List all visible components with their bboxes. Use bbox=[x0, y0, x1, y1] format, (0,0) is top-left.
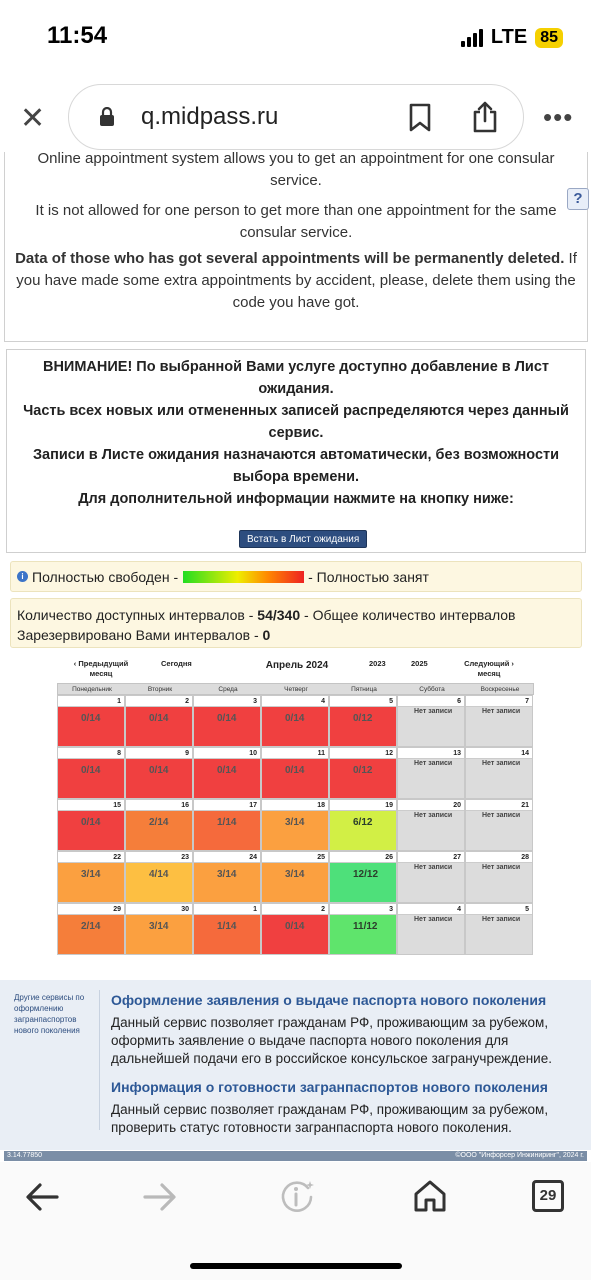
intro-warning: Data of those who has got several appointments will be permanently deleted. bbox=[15, 250, 565, 267]
calendar-day[interactable] bbox=[261, 903, 329, 955]
intro-line-3 bbox=[5, 248, 587, 314]
day-availability: 3/14 bbox=[81, 869, 101, 880]
day-availability: 0/14 bbox=[217, 765, 237, 776]
share-icon[interactable] bbox=[471, 101, 499, 133]
calendar-day[interactable] bbox=[261, 851, 329, 903]
no-records-label: Нет записи bbox=[414, 760, 453, 767]
prev-month-link[interactable]: ‹ Предыдущий месяц bbox=[73, 659, 129, 678]
day-number: 27 bbox=[398, 852, 464, 863]
legend-free-label: Полностью свободен - bbox=[32, 568, 179, 585]
copyright-text: ©ООО "Инфорсер Инжиниринг", 2024 г. bbox=[455, 1152, 584, 1159]
day-availability: 0/14 bbox=[285, 921, 305, 932]
no-records-label: Нет записи bbox=[482, 708, 521, 715]
calendar bbox=[57, 655, 534, 955]
day-availability: 3/14 bbox=[217, 869, 237, 880]
legend bbox=[10, 561, 582, 592]
day-number: 12 bbox=[330, 748, 396, 759]
address-bar[interactable] bbox=[68, 84, 524, 150]
day-number: 8 bbox=[58, 748, 124, 759]
weekday-label: Четверг bbox=[284, 686, 308, 693]
available-line bbox=[17, 605, 575, 625]
day-availability: 1/14 bbox=[217, 921, 237, 932]
weekday-label: Суббота bbox=[419, 686, 445, 693]
divider bbox=[99, 990, 100, 1130]
calendar-day[interactable] bbox=[193, 747, 261, 799]
forward-arrow-icon[interactable] bbox=[142, 1182, 178, 1212]
calendar-day bbox=[465, 747, 533, 799]
calendar-day[interactable] bbox=[329, 747, 397, 799]
day-number: 3 bbox=[194, 696, 260, 707]
next-year-link[interactable]: 2025 bbox=[411, 659, 428, 668]
day-availability: 0/14 bbox=[149, 765, 169, 776]
calendar-day[interactable] bbox=[125, 903, 193, 955]
waitlist-notice-2: Часть всех новых или отмененных записей распределяются через данный сервис. bbox=[23, 403, 569, 441]
day-number: 21 bbox=[466, 800, 532, 811]
day-number: 2 bbox=[126, 696, 192, 707]
back-arrow-icon[interactable] bbox=[24, 1182, 60, 1212]
calendar-day[interactable] bbox=[329, 903, 397, 955]
intro-line-1-end: service. bbox=[270, 172, 322, 189]
day-number: 29 bbox=[58, 904, 124, 915]
day-number: 1 bbox=[194, 904, 260, 915]
calendar-day bbox=[465, 799, 533, 851]
calendar-day[interactable] bbox=[57, 851, 125, 903]
browser-toolbar bbox=[0, 84, 591, 150]
calendar-day[interactable] bbox=[261, 695, 329, 747]
day-availability: 0/12 bbox=[353, 765, 373, 776]
calendar-day[interactable] bbox=[57, 747, 125, 799]
tabs-icon[interactable]: 29 bbox=[532, 1180, 564, 1212]
day-number: 30 bbox=[126, 904, 192, 915]
day-number: 3 bbox=[330, 904, 396, 915]
intro-line-1: Online appointment system allows you to get an appointment for one consular bbox=[37, 152, 555, 167]
day-availability: 11/12 bbox=[353, 921, 378, 932]
calendar-day bbox=[465, 851, 533, 903]
intro-card bbox=[4, 152, 588, 342]
day-availability: 4/14 bbox=[149, 869, 169, 880]
day-availability: 0/12 bbox=[353, 713, 373, 724]
calendar-day[interactable] bbox=[57, 695, 125, 747]
day-number: 4 bbox=[398, 904, 464, 915]
today-link[interactable]: Сегодня bbox=[161, 659, 192, 668]
day-number: 7 bbox=[466, 696, 532, 707]
calendar-day bbox=[397, 695, 465, 747]
day-availability: 0/14 bbox=[149, 713, 169, 724]
total-label: - Общее количество интервалов bbox=[300, 607, 516, 623]
bookmark-icon[interactable] bbox=[407, 103, 433, 133]
day-number: 20 bbox=[398, 800, 464, 811]
day-number: 19 bbox=[330, 800, 396, 811]
day-availability: 12/12 bbox=[353, 869, 379, 880]
join-waitlist-button[interactable]: Встать в Лист ожидания bbox=[239, 530, 367, 548]
calendar-day[interactable] bbox=[261, 799, 329, 851]
service-application-text: Данный сервис позволяет гражданам РФ, проживающим за рубежом, оформить заявление о выдаче паспорта нового поколения для дальнейшей подачи его в российское консульское загранучреждение. bbox=[111, 1015, 552, 1066]
service-application bbox=[111, 990, 581, 1068]
waitlist-notice-4: Для дополнительной информации нажмите на кнопку ниже: bbox=[78, 491, 514, 507]
legend-gradient bbox=[183, 571, 304, 583]
waitlist-card bbox=[6, 349, 586, 553]
signal-icon bbox=[461, 29, 483, 47]
legend-busy-label: - Полностью занят bbox=[308, 568, 429, 585]
day-availability: 1/14 bbox=[217, 817, 237, 828]
calendar-day[interactable] bbox=[193, 695, 261, 747]
month-title: Апрель 2024 bbox=[265, 660, 329, 671]
day-number: 13 bbox=[398, 748, 464, 759]
next-month-link[interactable]: Следующий › месяц bbox=[464, 659, 514, 678]
services-sidebar-label[interactable]: Другие сервисы по оформлению загранпаспортов нового поколения bbox=[14, 993, 85, 1035]
close-icon[interactable]: ✕ bbox=[20, 102, 46, 135]
calendar-grid bbox=[57, 695, 534, 955]
no-records-label: Нет записи bbox=[482, 916, 521, 923]
day-number: 15 bbox=[58, 800, 124, 811]
intro-warning-rest: If you have made some extra appointments by accident, please, delete them using the code you have got. bbox=[16, 250, 577, 311]
service-readiness-text: Данный сервис позволяет гражданам РФ, проживающим за рубежом, проверить статус готовности загранпаспорта нового поколения. bbox=[111, 1102, 549, 1135]
weekday-header bbox=[57, 683, 534, 695]
calendar-day[interactable] bbox=[57, 799, 125, 851]
no-records-label: Нет записи bbox=[482, 760, 521, 767]
day-availability: 3/14 bbox=[285, 817, 305, 828]
waitlist-notice-3: Записи в Листе ожидания назначаются автоматически, без возможности выбора времени. bbox=[32, 447, 560, 485]
day-availability: 2/14 bbox=[81, 921, 101, 932]
waitlist-notice-1: ВНИМАНИЕ! По выбранной Вами услуге доступно добавление в Лист ожидания. bbox=[42, 359, 550, 397]
day-number: 24 bbox=[194, 852, 260, 863]
calendar-day[interactable] bbox=[329, 695, 397, 747]
reserved-line bbox=[17, 625, 575, 645]
calendar-day[interactable] bbox=[193, 851, 261, 903]
day-availability: 0/14 bbox=[81, 713, 101, 724]
day-number: 9 bbox=[126, 748, 192, 759]
calendar-day[interactable] bbox=[125, 695, 193, 747]
day-availability: 0/14 bbox=[217, 713, 237, 724]
day-number: 28 bbox=[466, 852, 532, 863]
day-availability: 0/14 bbox=[81, 817, 101, 828]
day-availability: 0/14 bbox=[81, 765, 101, 776]
day-number: 23 bbox=[126, 852, 192, 863]
day-number: 10 bbox=[194, 748, 260, 759]
weekday-label: Среда bbox=[218, 686, 238, 693]
no-records-label: Нет записи bbox=[482, 812, 521, 819]
page-info-icon[interactable] bbox=[278, 1178, 316, 1216]
day-number: 25 bbox=[262, 852, 328, 863]
calendar-day[interactable] bbox=[125, 747, 193, 799]
calendar-day bbox=[465, 695, 533, 747]
day-availability: 3/14 bbox=[285, 869, 305, 880]
reserved-label: Зарезервировано Вами интервалов - bbox=[17, 627, 263, 643]
lock-icon bbox=[99, 107, 115, 127]
day-number: 6 bbox=[398, 696, 464, 707]
day-number: 2 bbox=[262, 904, 328, 915]
version-text: 3.14.77850 bbox=[7, 1152, 43, 1159]
calendar-day[interactable] bbox=[57, 903, 125, 955]
calendar-day bbox=[397, 747, 465, 799]
interval-counts bbox=[10, 598, 582, 648]
other-services bbox=[0, 980, 591, 1150]
calendar-day[interactable] bbox=[193, 799, 261, 851]
no-records-label: Нет записи bbox=[482, 864, 521, 871]
day-availability: 6/12 bbox=[353, 817, 373, 828]
day-availability: 0/14 bbox=[285, 765, 305, 776]
calendar-day bbox=[397, 903, 465, 955]
battery-icon: 85 bbox=[535, 28, 563, 48]
calendar-day[interactable] bbox=[125, 799, 193, 851]
day-number: 5 bbox=[330, 696, 396, 707]
day-availability: 0/14 bbox=[285, 713, 305, 724]
day-number: 22 bbox=[58, 852, 124, 863]
day-number: 1 bbox=[58, 696, 124, 707]
calendar-nav bbox=[57, 655, 534, 683]
day-availability: 2/14 bbox=[149, 817, 169, 828]
day-number: 26 bbox=[330, 852, 396, 863]
clock: 11:54 bbox=[47, 22, 108, 49]
day-number: 17 bbox=[194, 800, 260, 811]
calendar-day[interactable] bbox=[125, 851, 193, 903]
home-indicator bbox=[190, 1263, 402, 1269]
calendar-day bbox=[397, 799, 465, 851]
info-icon: i bbox=[17, 571, 28, 582]
calendar-day[interactable] bbox=[329, 799, 397, 851]
available-label: Количество доступных интервалов - bbox=[17, 607, 258, 623]
day-number: 4 bbox=[262, 696, 328, 707]
weekday-label: Пятница bbox=[351, 686, 377, 693]
network-type: LTE bbox=[490, 26, 528, 48]
day-number: 5 bbox=[466, 904, 532, 915]
service-readiness-title[interactable]: Информация о готовности загранпаспортов нового поколения bbox=[111, 1079, 548, 1095]
calendar-day[interactable] bbox=[329, 851, 397, 903]
day-number: 16 bbox=[126, 800, 192, 811]
service-readiness bbox=[111, 1077, 581, 1137]
status-bar bbox=[0, 0, 591, 72]
weekday-label: Понедельник bbox=[72, 686, 112, 693]
reserved-value: 0 bbox=[262, 627, 271, 643]
calendar-day[interactable] bbox=[193, 903, 261, 955]
help-icon[interactable]: ? bbox=[567, 188, 589, 210]
day-number: 14 bbox=[466, 748, 532, 759]
calendar-day bbox=[397, 851, 465, 903]
day-number: 18 bbox=[262, 800, 328, 811]
url-text: q.midpass.ru bbox=[141, 103, 279, 130]
no-records-label: Нет записи bbox=[414, 916, 453, 923]
prev-year-link[interactable]: 2023 bbox=[369, 659, 386, 668]
home-icon[interactable] bbox=[412, 1179, 448, 1213]
day-availability: 3/14 bbox=[149, 921, 169, 932]
no-records-label: Нет записи bbox=[414, 864, 453, 871]
no-records-label: Нет записи bbox=[414, 812, 453, 819]
more-icon[interactable]: ••• bbox=[543, 102, 574, 132]
weekday-label: Воскресенье bbox=[480, 686, 520, 693]
calendar-day[interactable] bbox=[261, 747, 329, 799]
intro-line-2: It is not allowed for one person to get more than one appointment for the same consular service. bbox=[35, 202, 557, 241]
service-application-title[interactable]: Оформление заявления о выдаче паспорта нового поколения bbox=[111, 992, 547, 1008]
day-number: 11 bbox=[262, 748, 328, 759]
calendar-day bbox=[465, 903, 533, 955]
available-value: 54/340 bbox=[257, 607, 301, 623]
version-bar bbox=[4, 1151, 587, 1161]
no-records-label: Нет записи bbox=[414, 708, 453, 715]
weekday-label: Вторник bbox=[147, 686, 173, 693]
